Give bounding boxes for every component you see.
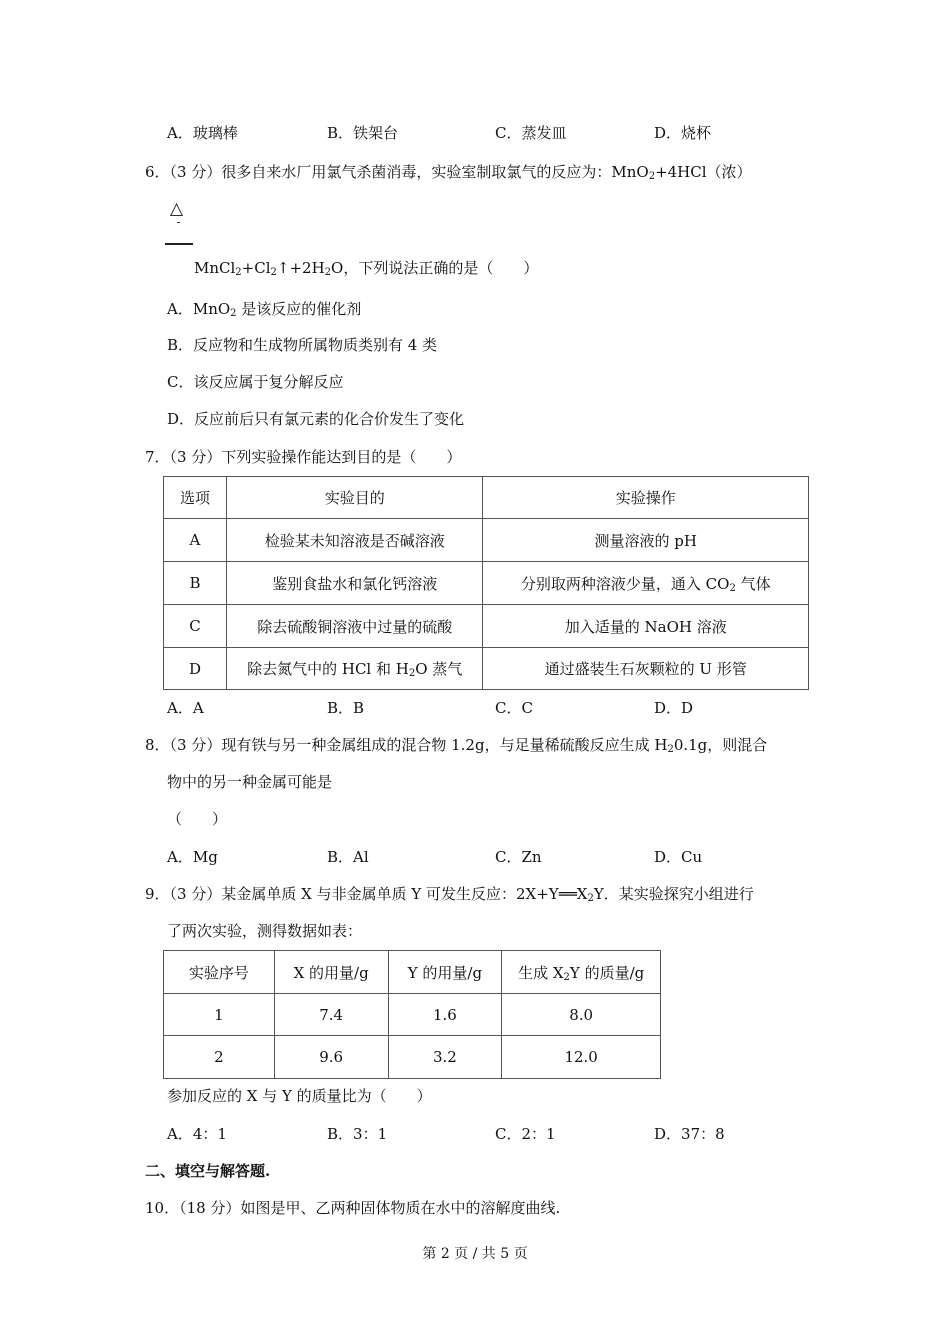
table-row [164,562,809,605]
table-cell: A [164,519,227,562]
heat-tick [177,222,180,223]
table-cell: C [164,605,227,648]
q7-header-cell: 实验操作 [483,477,809,519]
q7-stem: 7．（3 分）下列实验操作能达到目的是（ ） [145,448,462,466]
table-cell: 12.0 [502,1036,661,1079]
q8-option-c: C．Zn [495,848,542,866]
q7-table [163,476,809,690]
q7-header-cell: 实验目的 [226,477,483,519]
q9-header-cell: Y 的用量/g [388,951,502,994]
table-cell: B [164,562,227,605]
table-cell: 通过盛装生石灰颗粒的 U 形管 [483,648,809,690]
table-cell: 1.6 [388,994,502,1036]
heat-symbol: △ [170,199,184,219]
table-cell: 鉴别食盐水和氯化钙溶液 [226,562,483,605]
q9-header-cell: 生成 $X_2Y$ 的质量/g [502,951,661,994]
table-cell: 测量溶液的 pH [483,519,809,562]
table-cell: 检验某未知溶液是否碱溶液 [226,519,483,562]
q10-stem: 10．（18 分）如图是甲、乙两种固体物质在水中的溶解度曲线. [145,1199,561,1217]
q5-option-d: D．烧杯 [654,124,712,142]
q9-table [163,950,661,1079]
q9-header-cell: X 的用量/g [274,951,388,994]
table-cell: 9.6 [274,1036,388,1079]
q9-stem-line2: 了两次实验，测得数据如表： [167,922,363,940]
q8-answer-blank: （ ） [167,810,228,828]
table-row [164,994,661,1036]
table-cell: 除去硫酸铜溶液中过量的硫酸 [226,605,483,648]
q9-header-cell: 实验序号 [164,951,275,994]
table-cell: 8.0 [502,994,661,1036]
table-cell: 分别取两种溶液少量，通入 $CO_2$ 气体 [483,562,809,605]
q6-products: $MnCl_2+Cl_2↑+2H_2O$，下列说法正确的是（ ） [194,259,539,278]
q9-option-b: B．3：1 [327,1125,388,1143]
table-cell: 加入适量的 NaOH 溶液 [483,605,809,648]
table-row [164,648,809,690]
q7-header-cell: 选项 [164,477,227,519]
q5-options [167,123,807,143]
table-cell: 除去氮气中的 HCl 和 $H_2O$ 蒸气 [226,648,483,690]
q8-option-d: D．Cu [654,848,703,866]
q6-option-b: B．反应物和生成物所属物质类别有 4 类 [167,336,438,354]
table-row [164,1036,661,1079]
q7-option-c: C．C [495,699,533,717]
q8-stem-line1: 8．（3 分）现有铁与另一种金属组成的混合物 1.2g，与足量稀硫酸反应生成 $H_20.1g$，则混合 [145,736,768,755]
table-row [164,519,809,562]
q6-option-a: A．MnO$_2$ 是该反应的催化剂 [167,300,362,319]
table-row [164,605,809,648]
q7-option-b: B．B [327,699,365,717]
q7-option-d: D．D [654,699,694,717]
page-footer: 第 2 页 / 共 5 页 [422,1246,528,1262]
q5-option-c: C．蒸发皿 [495,124,567,142]
section-heading: 二、填空与解答题. [145,1162,271,1180]
q9-options [167,1124,807,1144]
q7-options [167,698,807,718]
table-cell: D [164,648,227,690]
table-cell: 3.2 [388,1036,502,1079]
q6-stem: 6．（3 分）很多自来水厂用氯气杀菌消毒，实验室制取氯气的反应为：MnO$_2$+4HCl（浓） [145,163,752,182]
q6-option-c: C．该反应属于复分解反应 [167,373,344,391]
reaction-bar [165,243,193,245]
q8-option-a: A．Mg [167,848,218,866]
q9-header-row [164,951,661,994]
q8-options [167,847,807,867]
q9-option-d: D．37：8 [654,1125,725,1143]
q6-option-d: D．反应前后只有氯元素的化合价发生了变化 [167,410,465,428]
q9-stem-line1: 9．（3 分）某金属单质 X 与非金属单质 Y 可发生反应：$2X+Y══X_2Y$．某实验探究小组进行 [145,885,754,904]
q5-option-b: B．铁架台 [327,124,399,142]
table-cell: 1 [164,994,275,1036]
q7-header-row [164,477,809,519]
q9-option-a: A．4：1 [167,1125,227,1143]
table-cell: 7.4 [274,994,388,1036]
q5-option-a: A．玻璃棒 [167,124,238,142]
q7-option-a: A．A [167,699,204,717]
q9-option-c: C．2：1 [495,1125,556,1143]
q9-question: 参加反应的 X 与 Y 的质量比为（ ） [167,1087,432,1105]
table-cell: 2 [164,1036,275,1079]
q8-option-b: B．Al [327,848,369,866]
q8-stem-line2: 物中的另一种金属可能是 [167,773,333,791]
